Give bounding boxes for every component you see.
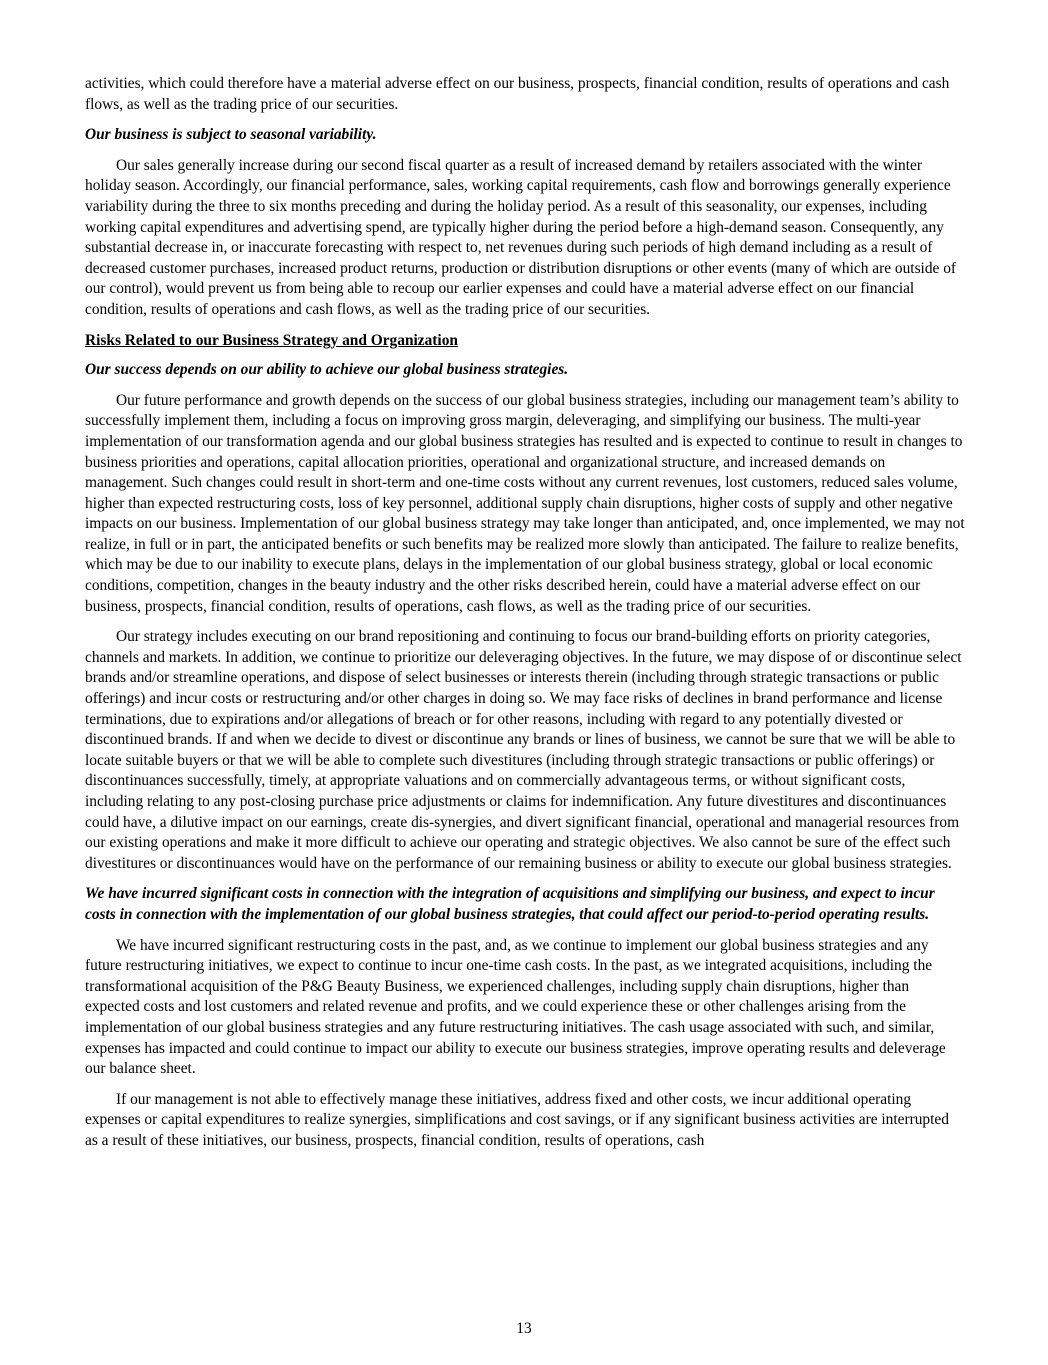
- section-heading-strategy: Risks Related to our Business Strategy and Organization: [85, 331, 458, 349]
- paragraph-management: If our management is not able to effectively manage these initiatives, address fixed and other costs, we incur additional operating expenses or capital expenditures to realize synergies, simplifications and cost savings, or if any significant business activities are interrupted as a result of these initiatives, our business, prospects, financial condition, results of operations, cash: [85, 1090, 949, 1149]
- paragraph-future-performance: Our future performance and growth depends on the success of our global business strategies, including our management team’s ability to successfully implement them, including a focus on improving gross margin, deleveraging, and simplifying our business. The multi-year implementation of our transformation agenda and our global business strategies has resulted and is expected to continue to result in changes to business priorities and operations, capital allocation priorities, operational and organizational structure, and increased demands on management. Such changes could result in short-term and one-time costs without any current revenues, lost customers, reduced sales volume, higher than expected restructuring costs, loss of key personnel, additional supply chain disruptions, higher costs of supply and other negative impacts on our business. Implementation of our global business strategy may take longer than anticipated, and, once implemented, we may not realize, in full or in part, the anticipated benefits or such benefits may be realized more slowly than anticipated. The failure to realize benefits, which may be due to our inability to execute plans, delays in the implementation of our global business strategy, global or local economic conditions, competition, changes in the beauty industry and the other risks described herein, could have a material adverse effect on our business, prospects, financial condition, results of operations, cash flows, as well as the trading price of our securities.: [85, 391, 965, 615]
- paragraph-brand-repositioning: Our strategy includes executing on our brand repositioning and continuing to focus our brand-building efforts on priority categories, channels and markets. In addition, we continue to prioritize our deleveraging objectives. In the future, we may dispose of or discontinue select brands and/or streamline operations, and dispose of select businesses or interests therein (including through strategic transactions or public offerings) and incur costs or restructuring and/or other charges in doing so. We may face risks of declines in brand performance and license terminations, due to expirations and/or allegations of breach or for other reasons, including with regard to any potentially divested or discontinued brands. If and when we decide to divest or discontinue any brands or lines of business, we cannot be sure that we will be able to locate suitable buyers or that we will be able to complete such divestitures (including through strategic transactions or public offerings) or discontinuances successfully, timely, at appropriate valuations and on commercially advantageous terms, or without significant costs, including relating to any post-closing purchase price adjustments or claims for indemnification. Any future divestitures and discontinuances could have, a dilutive impact on our earnings, create dis-synergies, and divert significant financial, operational and managerial resources from our existing operations and make it more difficult to achieve our operating and strategic objectives. We also cannot be sure of the effect such divestitures or discontinuances would have on the performance of our remaining business or ability to execute our global business strategies.: [85, 628, 962, 872]
- page-number: 13: [516, 1320, 532, 1337]
- paragraph-seasonal: Our sales generally increase during our second fiscal quarter as a result of increased demand by retailers associated with the winter holiday season. Accordingly, our financial performance, sales, working capital requirements, cash flow and borrowings generally experience variability during the three to six months preceding and during the holiday period. As a result of this seasonality, our expenses, including working capital expenditures and advertising spend, are typically higher during the period before a high-demand season. Consequently, any substantial decrease in, or inaccurate forecasting with respect to, net revenues during such periods of high demand including as a result of decreased customer purchases, increased product returns, production or distribution disruptions or other events (many of which are outside of our control), would prevent us from being able to recoup our earlier expenses and could have a material adverse effect on our financial condition, results of operations and cash flows, as well as the trading price of our securities.: [85, 156, 957, 318]
- paragraph-continuation: activities, which could therefore have a material adverse effect on our business, prospects, financial condition, results of operations and cash flows, as well as the trading price of our securities.: [85, 75, 950, 113]
- paragraph-restructuring-costs: We have incurred significant restructuring costs in the past, and, as we continue to implement our global business strategies and any future restructuring initiatives, we expect to continue to incur one-time cash costs. In the past, as we integrated acquisitions, including the transformational acquisition of the P&G Beauty Business, we experienced challenges, including supply chain disruptions, higher than expected costs and lost customers and related revenue and profits, and we could experience these or other challenges arising from the implementation of our global business strategies and any future restructuring initiatives. The cash usage associated with such, and similar, expenses has impacted and could continue to impact our ability to execute our business strategies, improve operating results and deleverage our balance sheet.: [85, 936, 946, 1078]
- risk-heading-costs: We have incurred significant costs in connection with the integration of acquisitions and simplifying our business, and expect to incur costs in connection with the implementation of our global business strategies, that could affect our period-to-period operating results.: [85, 885, 935, 923]
- risk-heading-seasonal: Our business is subject to seasonal variability.: [85, 126, 377, 144]
- risk-heading-strategies: Our success depends on our ability to achieve our global business strategies.: [85, 361, 569, 379]
- document-page: [85, 74, 965, 1162]
